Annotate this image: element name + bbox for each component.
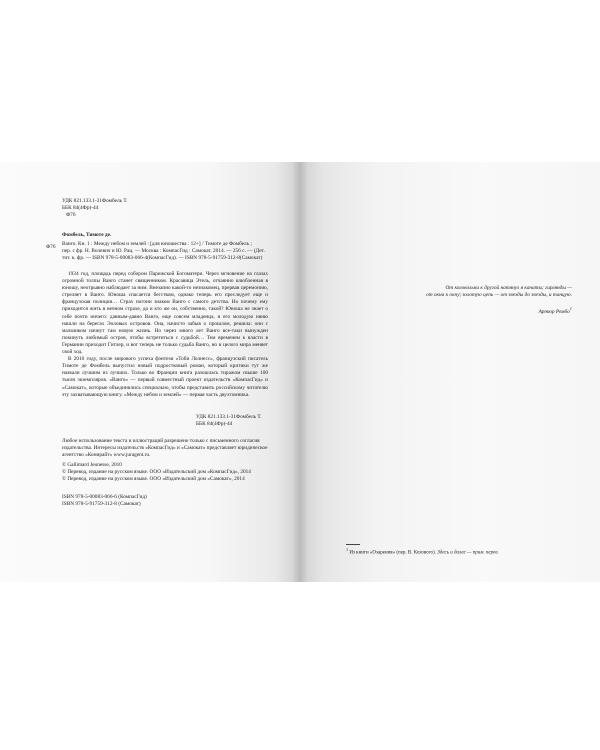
annotation [62, 271, 268, 399]
rights-notice: Любое использование текста и иллюстраций разрешено только с письменного согласия издательства. Интересы издательств «КомпасГид» и «Самокат» представляет юридическое агентство «Конирайт» www.juragent.ru. [62, 438, 268, 459]
footnote: $^1$ Из книги «Озарения» (пер. В. Козового). Здесь и далее — прим. перев. [346, 547, 499, 556]
bibliographic-description [62, 241, 268, 262]
copyright-line: © Перевод, издание на русском языке. ООО «Издательский дом «Самокат», 2014 [62, 476, 245, 483]
footnote-divider [346, 544, 360, 545]
epigraph-line: От колокольни к другой натянул я канаты; гирлянды — [445, 285, 572, 291]
catalog-bottom [196, 414, 261, 428]
bib-line: тит. к. фр. — ISBN 978-5-00083-066-4(КомпасГид). — ISBN 978-5-91759-312-8(Самокат) [62, 255, 263, 262]
copyright-line: © Gallimard Jeunesse, 2010 [62, 462, 122, 468]
right-page [300, 162, 600, 582]
attribution-text: Артюр Рембо [538, 308, 570, 315]
isbn-line: ISBN 978-5-91759-312-8 (Самокат) [62, 501, 141, 508]
annotation-paragraph: 1934 год, площадь перед собором Парижской Богоматери. Через мгновение на глазах огромной толпы Ванго станет священником. Красавица Этель, отчаянно влюбленная в юношу, неотрывно наблюдает за ним. Внезапно какой-то незнакомец, прервав церемонию, стреляет в Ванго. Юноша спасается бегством, однако теперь его преследует еще и французская полиция… Страх погони знаком Ванго с самого детства. Но почему ему приходится жить в вечном страхе, да и кто же он, собственно, такой? Юноша не знает о себе почти ничего: давным-давно Ванго, еще совсем младенца, и его молодую няню нашли на берегах Эоловых островов. Она, начисто забыв о прошлом, решила: они с мальчиком начнут там новую жизнь. Но через много лет Ванго все-таки вынужден покинуть любимый остров, чтобы встретиться с судьбой… Тем временем к власти в Германии приходит Гитлер, и вот теперь не только судьба Ванго, но и целого мира меняет свой ход. [62, 271, 268, 356]
author-heading: Фомбель, Тимоте де. [62, 232, 112, 238]
isbn-line: ISBN 978-5-00083-066-6 (КомпасГид) [62, 494, 147, 500]
epigraph [366, 285, 572, 299]
copyright-line: © Перевод, издание на русском языке. ООО «Издательский дом «КомпасГид», 2014 [62, 469, 251, 476]
bbk-code: ББК 84(4Фр)-44 [62, 205, 99, 212]
udk-code-bottom: УДК 821.133.1-31Фомбель Т. [196, 414, 262, 420]
annotation-paragraph: В 2010 году, после мирового успеха фэнтези «Тоби Лолнесс», французский писатель Тимоте де Фомбель выпустил новый подростковый роман, который критики тут же назвали лучшим из лучших. Только во Франции книга разошлась тиражом свыше 100 тысяч экземпляров. «Ванго» — первый совместный проект издательств «КомпасГид» и «Самокат», которые объединились специально, чтобы представить российскому читателю эту захватывающую книгу. «Между небом и землей» — первая часть двухтомника. [62, 356, 268, 398]
left-page [0, 162, 300, 582]
epigraph-line: от окна к окну; золотую цепь — от звезды до звезды, и танцую. [426, 292, 572, 299]
udk-code: УДК 821.133.1-31Фомбель Т. [62, 198, 128, 204]
book-spread [0, 162, 600, 582]
catalog-block [62, 198, 127, 219]
bib-line: Ванго. Кн. 1 : Между небом и землей : [для юношества : 12+] / Тимоте де Фомбель ; [62, 241, 252, 247]
gutter-shadow [292, 162, 308, 582]
author-sign-margin: Ф76 [46, 244, 56, 250]
author-sign-code: Ф76 [66, 212, 76, 219]
epigraph-attribution: Артюр Рембо$^1$ [538, 306, 572, 315]
footnote-source: Из книги «Озарения» (пер. В. Козового). [349, 550, 436, 556]
footnote-note: Здесь и далее — прим. перев. [437, 550, 499, 556]
bbk-code-bottom: ББК 84(4Фр)-44 [196, 421, 233, 428]
bib-line: пер. с фр. Н. Волевич и Ю. Рац. — Москва : КомпасГид : Самокат, 2014. — 256 с. — (Дет. [62, 248, 265, 255]
isbn-block [62, 494, 268, 508]
copyright-block [62, 462, 272, 483]
